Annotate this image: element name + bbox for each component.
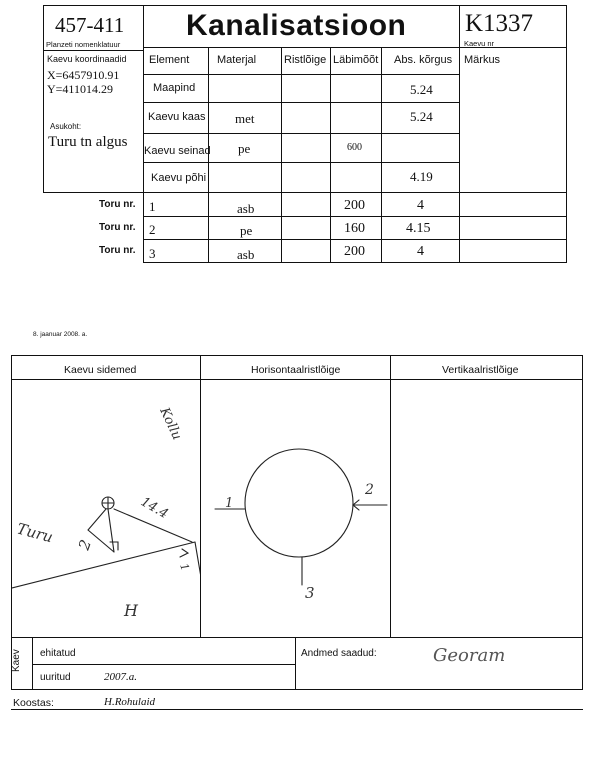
pipe-diameter: 200 bbox=[344, 198, 365, 213]
location-label: Asukoht: bbox=[50, 122, 82, 131]
pipe-label-one: 1 bbox=[225, 496, 234, 511]
sketch-street-left: Turu bbox=[14, 519, 55, 547]
row-height: 5.24 bbox=[410, 109, 433, 124]
col-cross: Ristlõige bbox=[284, 54, 327, 66]
sketch-number-one: 1 bbox=[177, 561, 192, 573]
pipe-material: asb bbox=[237, 201, 255, 216]
horizontal-section bbox=[201, 380, 389, 637]
sketch-number-two: 2 bbox=[74, 537, 96, 553]
pipe-label-two: 2 bbox=[365, 482, 374, 498]
footer-side-label: Kaev bbox=[11, 649, 22, 672]
row-diameter: 600 bbox=[347, 142, 362, 153]
compiled-label: Koostas: bbox=[13, 697, 54, 709]
col-title-connections: Kaevu sidemed bbox=[64, 364, 137, 376]
pipe-height: 4 bbox=[417, 244, 424, 259]
row-element: Kaevu seinad bbox=[144, 145, 211, 157]
coords-label: Kaevu koordinaadid bbox=[47, 54, 127, 64]
pipe-label: Toru nr. bbox=[99, 245, 136, 256]
pipe-material: pe bbox=[240, 223, 253, 238]
sketch-building: H bbox=[124, 601, 138, 620]
pipe-label: Toru nr. bbox=[99, 222, 136, 233]
pipe-label: Toru nr. bbox=[99, 199, 136, 210]
row-material: met bbox=[235, 111, 255, 126]
location-value: Turu tn algus bbox=[48, 134, 128, 150]
col-material: Materjal bbox=[217, 54, 257, 66]
pipe-height: 4 bbox=[417, 198, 424, 213]
built-label: ehitatud bbox=[40, 648, 76, 659]
page-title: Kanalisatsioon bbox=[186, 9, 407, 42]
col-title-vertical: Vertikaalristlõige bbox=[442, 364, 519, 376]
surveyed-label: uuritud bbox=[40, 672, 71, 683]
pipe-no: 1 bbox=[149, 199, 156, 214]
pipe-diameter: 200 bbox=[344, 244, 365, 259]
row-element: Kaevu kaas bbox=[148, 111, 206, 123]
row-height: 4.19 bbox=[410, 169, 433, 184]
col-title-horizontal: Horisontaalristlõige bbox=[251, 364, 341, 376]
row-element: Maapind bbox=[153, 82, 196, 94]
col-element: Element bbox=[149, 54, 190, 66]
col-height: Abs. kõrgus bbox=[394, 54, 453, 66]
data-source-value: Georam bbox=[433, 645, 506, 666]
col-diameter: Läbimõõt bbox=[333, 54, 379, 66]
sketch-distance: 14.4 bbox=[138, 494, 171, 522]
nomenclature-label: Planzeti nomenklatuur bbox=[46, 40, 121, 49]
well-id-label: Kaevu nr bbox=[464, 39, 495, 48]
pipe-no: 3 bbox=[149, 246, 156, 261]
nomenclature-value: 457-411 bbox=[55, 13, 125, 37]
pipe-diameter: 160 bbox=[344, 221, 365, 236]
coord-y: Y=411014.29 bbox=[47, 82, 113, 96]
row-element: Kaevu põhi bbox=[151, 172, 207, 184]
pipe-material: asb bbox=[237, 247, 255, 262]
surveyed-value: 2007.a. bbox=[104, 671, 137, 683]
col-notes: Märkus bbox=[464, 54, 501, 66]
row-material: pe bbox=[238, 141, 251, 156]
coord-x: X=6457910.91 bbox=[47, 68, 120, 82]
document-date: 8. jaanuar 2008. a. bbox=[33, 331, 88, 338]
data-source-label: Andmed saadud: bbox=[301, 648, 377, 659]
well-id: K1337 bbox=[465, 10, 534, 37]
pipe-label-three: 3 bbox=[305, 584, 315, 602]
pipe-no: 2 bbox=[149, 222, 156, 237]
compiled-value: H.Rohulaid bbox=[104, 696, 156, 708]
sketch-street-top: Kollu bbox=[156, 405, 185, 443]
site-sketch bbox=[12, 380, 200, 637]
pipe-height: 4.15 bbox=[406, 221, 431, 236]
row-height: 5.24 bbox=[410, 82, 433, 97]
